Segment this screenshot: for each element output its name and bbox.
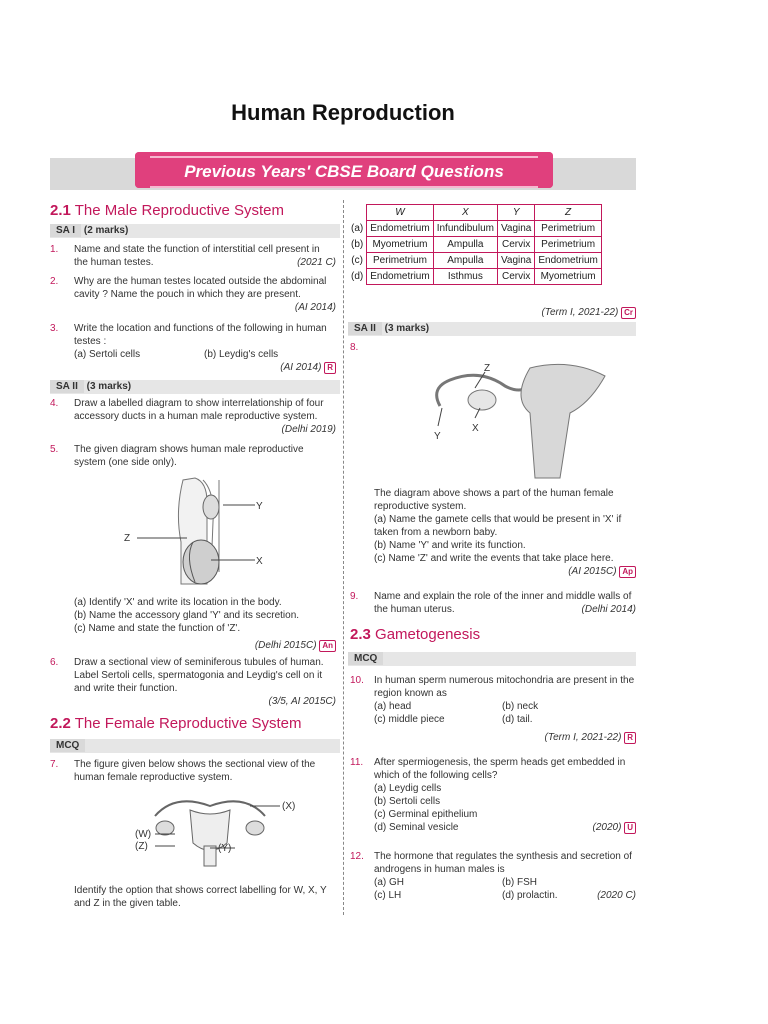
question-8-number: 8. bbox=[350, 342, 359, 353]
table-row: (b) Myometrium Ampulla Cervix Perimetrium bbox=[348, 237, 601, 253]
fig-label-w: (W) bbox=[135, 829, 152, 840]
banner-title: Previous Years' CBSE Board Questions bbox=[150, 156, 538, 188]
question-1: 1. Name and state the function of interstitial cell present in the human testes. (2021 C) bbox=[50, 244, 336, 268]
uterus-label-x: X bbox=[472, 423, 479, 434]
question-5: 5. The given diagram shows human male reproductive system (one side only). bbox=[50, 444, 304, 468]
sa2-tag: SA II (3 marks) bbox=[50, 380, 131, 393]
table-row: (a) Endometrium Infundibulum Vagina Perimetrium bbox=[348, 221, 601, 237]
table-row: (c) Perimetrium Ampulla Vagina Endometrium bbox=[348, 253, 601, 269]
section-2-1-heading: 2.1 The Male Reproductive System bbox=[50, 202, 285, 219]
diagram-label-x: X bbox=[256, 556, 263, 567]
understand-badge: U bbox=[624, 822, 636, 834]
question-7-instruction: Identify the option that shows correct labelling for W, X, Y and Z in the given table. bbox=[74, 885, 327, 909]
analyse-badge: An bbox=[319, 640, 336, 652]
options-table: W X Y Z (a) Endometrium Infundibulum Vagina Perimetrium (b) Myometrium Ampulla Cervix Perimetrium (c) Perimetrium Ampulla Vagina Endometrium (d) Endometrium Isthmus Cervix Myometrium bbox=[348, 204, 602, 285]
question-8: The diagram above shows a part of the human female reproductive system. (a) Name the gamete cells that would be present in 'X' if taken from a newborn baby. (b) Name 'Y' and write its function. (c) Name 'Z' and write the events that take place here. (AI 2015C) Ap bbox=[374, 487, 636, 578]
question-4: 4. Draw a labelled diagram to show interrelationship of four accessory ducts in a human male reproductive system. (Delhi 2019) bbox=[50, 398, 336, 435]
diagram-label-y: Y bbox=[256, 501, 263, 512]
uterus-diagram bbox=[420, 358, 620, 483]
question-11: 11. After spermiogenesis, the sperm heads get embedded in which of the following cells? (a) Leydig cells (b) Sertoli cells (c) Germinal epithelium (d) Seminal vesicle (2020) U bbox=[350, 756, 636, 834]
mcq-right-tag-bar bbox=[348, 652, 636, 666]
question-9: 9. Name and explain the role of the inner and middle walls of the human uterus. (Delhi 2014) bbox=[350, 591, 636, 615]
question-2: 2. Why are the human testes located outside the abdominal cavity ? Name the pouch in which they are present. (AI 2014) bbox=[50, 276, 336, 313]
page-title: Human Reproduction bbox=[231, 100, 455, 125]
female-reproductive-diagram bbox=[135, 788, 285, 868]
sa2-right-tag: SA II (3 marks) bbox=[348, 322, 429, 335]
section-2-2-heading: 2.2 The Female Reproductive System bbox=[50, 715, 302, 732]
mcq-tag: MCQ bbox=[50, 739, 85, 752]
question-5-parts: (a) Identify 'X' and write its location in the body. (b) Name the accessory gland 'Y' and its secretion. (c) Name and state the function of 'Z'. (Delhi 2015C) An bbox=[74, 596, 336, 652]
uterus-label-z: Z bbox=[484, 363, 491, 374]
fig-label-y: (Y) bbox=[218, 843, 232, 854]
sa1-tag: SA I (2 marks) bbox=[50, 224, 128, 237]
uterus-label-y: Y bbox=[434, 431, 441, 442]
mcq-tag-bar bbox=[50, 739, 340, 753]
question-3: 3. Write the location and functions of the following in human testes : (a) Sertoli cells (b) Leydig's cells (AI 2014) R bbox=[50, 322, 336, 374]
column-divider bbox=[343, 200, 344, 915]
section-2-3-heading: 2.3 Gametogenesis bbox=[350, 626, 481, 643]
recall-badge: R bbox=[324, 362, 336, 374]
question-12: 12. The hormone that regulates the synthesis and secretion of androgens in human males is (a) GH (b) FSH (c) LH (d) prolactin. (2020 C) bbox=[350, 851, 636, 901]
question-7: 7. The figure given below shows the sectional view of the human female reproductive system. bbox=[50, 759, 316, 783]
fig-label-z: (Z) bbox=[135, 841, 148, 852]
diagram-label-z: Z bbox=[124, 533, 131, 544]
question-6: 6. Draw a sectional view of seminiferous tubules of human. Label Sertoli cells, spermatogonia and Leydig's cell on it and write their function. (3/5, AI 2015C) bbox=[50, 657, 336, 707]
create-badge: Cr bbox=[621, 307, 636, 319]
table-ref: (Term I, 2021-22) Cr bbox=[348, 306, 636, 319]
question-10: 10. In human sperm numerous mitochondria are present in the region known as (a) head (b) neck (c) middle piece (d) tail. (Term I, 2021-22) R bbox=[350, 675, 635, 743]
fig-label-x: (X) bbox=[282, 801, 296, 812]
male-reproductive-diagram bbox=[115, 472, 285, 590]
table-row: (d) Endometrium Isthmus Cervix Myometrium bbox=[348, 269, 601, 285]
apply-badge: Ap bbox=[619, 566, 636, 578]
mcq-right-tag: MCQ bbox=[348, 652, 383, 665]
recall-badge: R bbox=[624, 732, 636, 744]
options-table-wrap bbox=[348, 204, 602, 285]
